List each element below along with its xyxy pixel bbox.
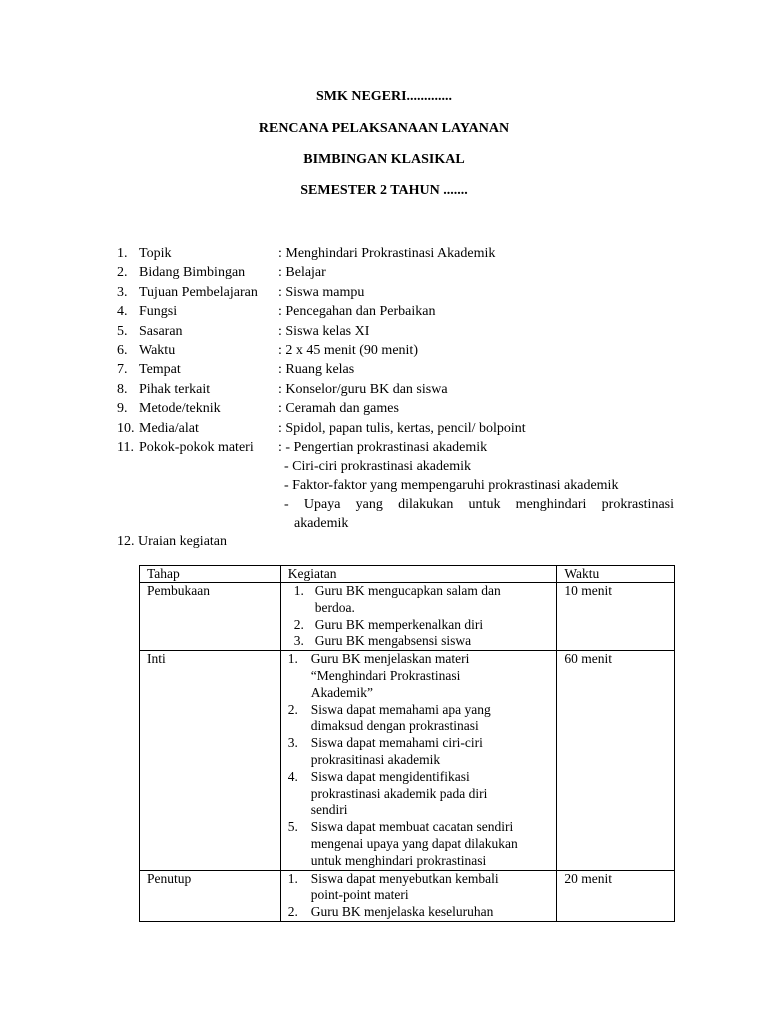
list-item	[288, 769, 551, 819]
info-row-waktu	[117, 341, 677, 360]
school-name: SMK NEGERI.............	[315, 89, 453, 104]
list-item	[288, 583, 551, 617]
item-line: prokrastinasi akademik pada diri	[310, 785, 488, 801]
header-waktu: Waktu	[557, 566, 675, 583]
info-value: : Spidol, papan tulis, kertas, pencil/ bolpoint	[278, 420, 526, 436]
item-line: Guru BK menjelaska keseluruhan	[310, 904, 494, 920]
cell-tahap: Pembukaan	[140, 583, 281, 651]
item-number: 5.	[287, 819, 298, 835]
document-subtitle: BIMBINGAN KLASIKAL	[303, 152, 465, 167]
cell-tahap: Inti	[140, 651, 281, 870]
list-item	[288, 633, 551, 650]
item-number: 1.	[293, 583, 304, 598]
item-line: Guru BK menjelaskan materi	[310, 651, 470, 667]
kegiatan-list	[288, 651, 551, 869]
info-label: Metode/teknik	[139, 401, 221, 417]
kegiatan-list	[288, 871, 551, 921]
list-item	[288, 819, 551, 869]
section-uraian-kegiatan: 12. Uraian kegiatan	[117, 534, 228, 549]
item-line: mengenai upaya yang dapat dilakukan	[310, 835, 518, 851]
cell-waktu: 60 menit	[557, 651, 675, 870]
info-row-pihak	[117, 380, 677, 399]
info-label: Pihak terkait	[139, 381, 211, 397]
item-line: sendiri	[310, 802, 348, 818]
info-label: Tempat	[139, 362, 181, 378]
header-tahap: Tahap	[140, 566, 281, 583]
item-number: 3.	[293, 633, 304, 649]
item-line: Guru BK memperkenalkan diri	[314, 616, 484, 632]
item-line: “Menghindari Prokrastinasi	[310, 667, 461, 683]
info-value: : 2 x 45 menit (90 menit)	[278, 342, 418, 358]
item-number: 4.	[287, 768, 298, 784]
table-header-row	[140, 566, 675, 583]
list-item	[288, 702, 551, 736]
info-value: : Belajar	[278, 265, 326, 281]
info-number: 8.	[117, 381, 128, 397]
info-label: Tujuan Pembelajaran	[139, 284, 258, 300]
kegiatan-table	[139, 565, 675, 922]
item-line: Siswa dapat mengidentifikasi	[310, 768, 470, 784]
list-item	[288, 651, 551, 701]
info-number: 10.	[117, 420, 135, 436]
document-title: RENCANA PELAKSANAAN LAYANAN	[258, 121, 510, 136]
info-label: Media/alat	[139, 420, 199, 436]
info-row-bidang	[117, 263, 677, 282]
item-line: Siswa dapat memahami ciri-ciri	[310, 735, 483, 751]
list-item	[288, 871, 551, 905]
item-line: Guru BK mengucapkan salam dan	[314, 583, 501, 598]
info-value: : Menghindari Prokrastinasi Akademik	[278, 246, 496, 261]
info-row-media	[117, 419, 677, 438]
info-value: : Ceramah dan games	[278, 401, 399, 417]
materi-item: - Upaya yang dilakukan untuk menghindari prokrastinasi	[284, 497, 674, 512]
item-line: untuk menghindari prokrastinasi	[310, 852, 487, 868]
item-line: Siswa dapat membuat cacatan sendiri	[310, 819, 514, 835]
info-row-topik	[117, 244, 677, 263]
info-number: 7.	[117, 362, 128, 378]
info-value: : Ruang kelas	[278, 362, 355, 378]
info-number: 2.	[117, 265, 128, 281]
item-line: Akademik”	[310, 684, 374, 700]
list-item	[288, 904, 551, 921]
info-label: Topik	[139, 246, 172, 261]
info-value: : Konselor/guru BK dan siswa	[278, 381, 448, 397]
cell-tahap: Penutup	[140, 870, 281, 921]
table-row-pembukaan	[140, 583, 675, 651]
cell-waktu: 20 menit	[557, 870, 675, 921]
info-value: : Pencegahan dan Perbaikan	[278, 304, 436, 320]
info-number: 4.	[117, 304, 128, 320]
info-row-fungsi	[117, 302, 677, 321]
table-row-penutup	[140, 870, 675, 921]
info-value: : - Pengertian prokrastinasi akademik	[278, 439, 488, 455]
item-number: 1.	[287, 651, 298, 667]
item-number: 1.	[287, 870, 298, 886]
info-number: 6.	[117, 342, 128, 358]
info-list	[117, 244, 677, 457]
info-row-metode	[117, 399, 677, 418]
item-line: berdoa.	[314, 599, 355, 615]
info-number: 1.	[117, 246, 128, 261]
item-number: 2.	[287, 904, 298, 920]
info-label: Waktu	[139, 342, 176, 358]
info-number: 5.	[117, 323, 128, 339]
table-row-inti	[140, 651, 675, 870]
item-number: 2.	[293, 616, 304, 632]
cell-kegiatan	[280, 651, 557, 870]
kegiatan-list	[288, 583, 551, 650]
materi-item: - Faktor-faktor yang mempengaruhi prokrastinasi akademik	[284, 478, 619, 493]
info-label: Pokok-pokok materi	[139, 439, 254, 455]
info-number: 11.	[117, 439, 134, 455]
item-line: dimaksud dengan prokrastinasi	[310, 718, 479, 734]
info-label: Fungsi	[139, 304, 178, 320]
info-value: : Siswa mampu	[278, 284, 365, 300]
cell-kegiatan	[280, 583, 557, 651]
info-row-tempat	[117, 360, 677, 379]
item-line: Siswa dapat menyebutkan kembali	[310, 870, 499, 886]
item-line: prokrasitinasi akademik	[310, 751, 441, 767]
cell-waktu: 10 menit	[557, 583, 675, 651]
info-number: 3.	[117, 284, 128, 300]
list-item	[288, 617, 551, 634]
info-value: : Siswa kelas XI	[278, 323, 370, 339]
info-row-materi	[117, 438, 677, 457]
semester-line: SEMESTER 2 TAHUN .......	[300, 183, 468, 198]
item-line: point-point materi	[310, 887, 409, 903]
materi-item: - Ciri-ciri prokrastinasi akademik	[284, 459, 471, 474]
info-row-sasaran	[117, 322, 677, 341]
item-number: 2.	[287, 701, 298, 717]
info-number: 9.	[117, 401, 128, 417]
item-line: Guru BK mengabsensi siswa	[314, 633, 472, 649]
info-label: Bidang Bimbingan	[139, 265, 246, 281]
item-line: Siswa dapat memahami apa yang	[310, 701, 491, 717]
list-item	[288, 735, 551, 769]
cell-kegiatan	[280, 870, 557, 921]
item-number: 3.	[287, 735, 298, 751]
info-row-tujuan	[117, 283, 677, 302]
header-kegiatan: Kegiatan	[280, 566, 557, 583]
info-label: Sasaran	[139, 323, 183, 339]
materi-item-continuation: akademik	[294, 516, 349, 531]
